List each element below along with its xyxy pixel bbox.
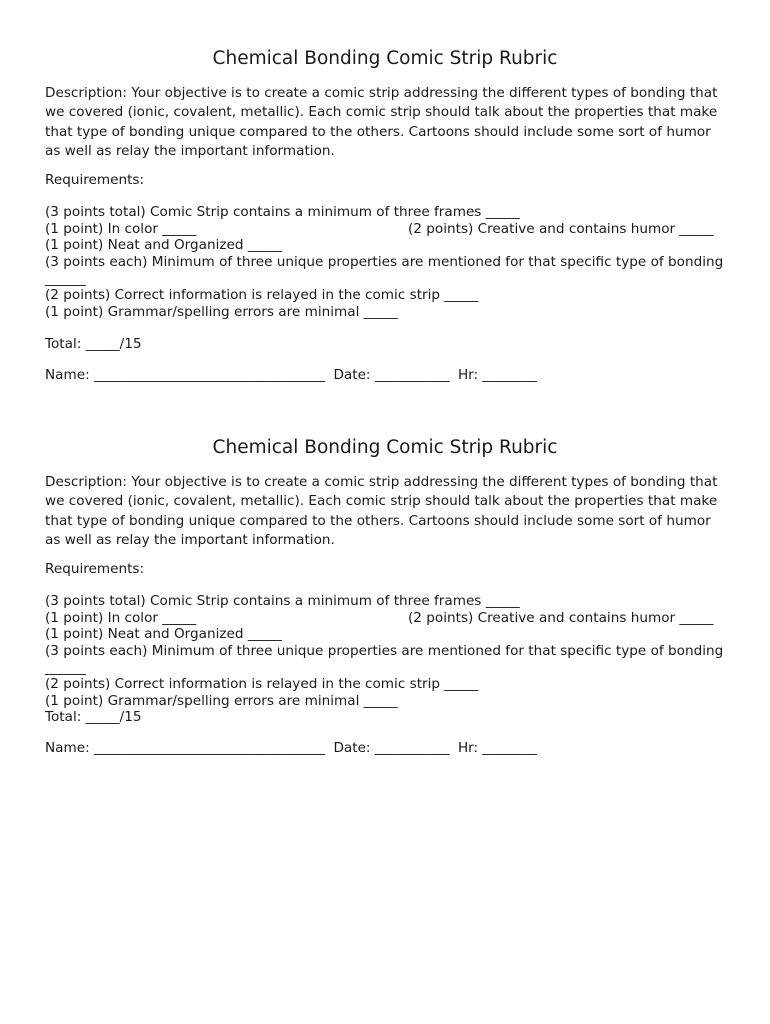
- rubric-description: Description: Your objective is to create a comic strip addressing the different types of bonding that we covered (ionic, covalent, metallic). Each comic strip should talk about the properties that make that type of bonding unique compared to the others. Cartoons should include some sort of humor as well as relay the important information.: [45, 85, 718, 159]
- item-properties: (3 points each) Minimum of three unique properties are mentioned for that specific type of bonding ______: [45, 253, 724, 287]
- item-grammar: (1 point) Grammar/spelling errors are minimal _____: [45, 692, 398, 709]
- name-date-hr-line: [45, 740, 735, 757]
- rubric-description: Description: Your objective is to create a comic strip addressing the different types of bonding that we covered (ionic, covalent, metallic). Each comic strip should talk about the properties that make that type of bonding unique compared to the others. Cartoons should include some sort of humor as well as relay the important information.: [45, 474, 718, 548]
- item-properties: (3 points each) Minimum of three unique properties are mentioned for that specific type of bonding ______: [45, 642, 724, 676]
- rubric-title: Chemical Bonding Comic Strip Rubric: [212, 437, 558, 458]
- date-field: Date: ___________: [333, 740, 450, 757]
- item-correct: (2 points) Correct information is relayed in the comic strip _____: [45, 676, 479, 693]
- item-row-color-creative: [45, 610, 735, 627]
- item-frames: (3 points total) Comic Strip contains a minimum of three frames _____: [45, 593, 520, 610]
- hr-field: Hr: ________: [457, 367, 537, 384]
- rubric-section: [45, 46, 735, 384]
- item-color: (1 point) In color _____: [45, 609, 197, 626]
- name-field: Name: __________________________________: [45, 740, 326, 757]
- requirements-list: [45, 593, 735, 726]
- item-correct: (2 points) Correct information is relayed in the comic strip _____: [45, 287, 479, 304]
- item-creative: (2 points) Creative and contains humor _____: [408, 609, 714, 626]
- total-score: Total: _____/15: [45, 709, 142, 726]
- item-grammar: (1 point) Grammar/spelling errors are minimal _____: [45, 303, 398, 320]
- requirements-label: Requirements:: [45, 561, 145, 578]
- item-frames: (3 points total) Comic Strip contains a minimum of three frames _____: [45, 204, 520, 221]
- item-neat: (1 point) Neat and Organized _____: [45, 626, 282, 643]
- requirements-label: Requirements:: [45, 172, 145, 189]
- item-neat: (1 point) Neat and Organized _____: [45, 237, 282, 254]
- name-field: Name: __________________________________: [45, 367, 326, 384]
- hr-field: Hr: ________: [457, 740, 537, 757]
- item-color: (1 point) In color _____: [45, 220, 197, 237]
- name-date-hr-line: [45, 367, 735, 384]
- requirements-list: [45, 204, 735, 320]
- date-field: Date: ___________: [333, 367, 450, 384]
- rubric-section: [45, 435, 735, 757]
- item-row-color-creative: [45, 221, 735, 238]
- total-score: Total: _____/15: [45, 336, 142, 353]
- rubric-title: Chemical Bonding Comic Strip Rubric: [212, 48, 558, 69]
- item-creative: (2 points) Creative and contains humor _____: [408, 220, 714, 237]
